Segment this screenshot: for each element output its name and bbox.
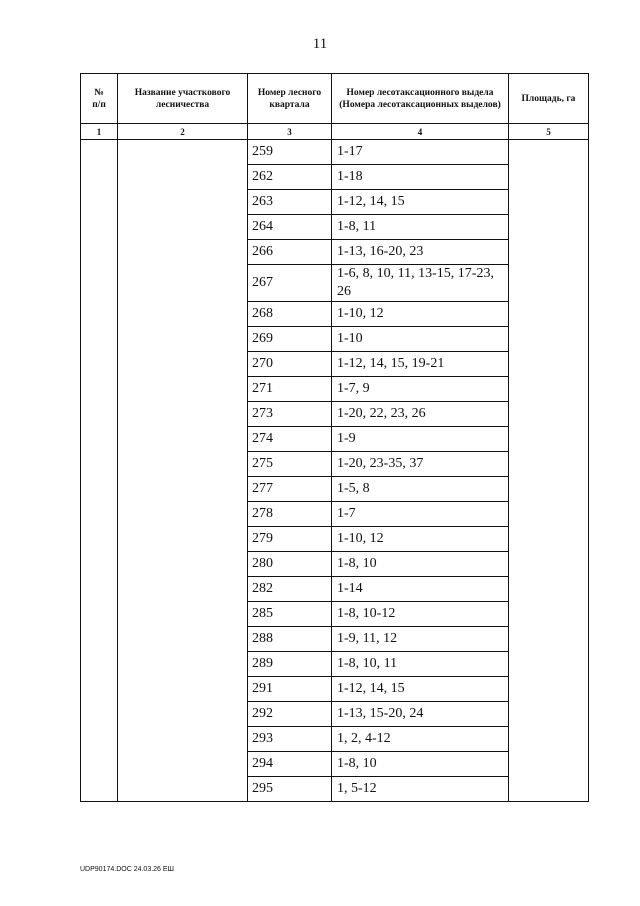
cell-plots: 1-8, 11 xyxy=(332,215,509,240)
cell-quarter: 275 xyxy=(248,452,332,477)
column-number-5: 5 xyxy=(509,124,589,140)
cell-quarter: 279 xyxy=(248,527,332,552)
cell-plots: 1-12, 14, 15 xyxy=(332,677,509,702)
cell-plots: 1-13, 15-20, 24 xyxy=(332,702,509,727)
cell-plots: 1-7 xyxy=(332,502,509,527)
cell-plots: 1-20, 23-35, 37 xyxy=(332,452,509,477)
cell-quarter: 288 xyxy=(248,627,332,652)
cell-quarter: 273 xyxy=(248,402,332,427)
cell-plots: 1-9 xyxy=(332,427,509,452)
header-plot-numbers: Номер лесотаксационного выдела (Номера лесотаксационных выделов) xyxy=(332,74,509,124)
header-number: № п/п xyxy=(81,74,118,124)
header-area: Площадь, га xyxy=(509,74,589,124)
cell-plots: 1, 2, 4-12 xyxy=(332,727,509,752)
header-forestry-name: Название участкового лесничества xyxy=(118,74,248,124)
cell-number-empty xyxy=(81,140,118,802)
cell-plots: 1-9, 11, 12 xyxy=(332,627,509,652)
cell-plots: 1-17 xyxy=(332,140,509,165)
cell-plots: 1-8, 10 xyxy=(332,752,509,777)
cell-quarter: 268 xyxy=(248,302,332,327)
column-number-4: 4 xyxy=(332,124,509,140)
cell-plots: 1-20, 22, 23, 26 xyxy=(332,402,509,427)
cell-forestry-empty xyxy=(118,140,248,802)
cell-area-empty xyxy=(509,140,589,802)
cell-quarter: 262 xyxy=(248,165,332,190)
cell-quarter: 285 xyxy=(248,602,332,627)
column-number-3: 3 xyxy=(248,124,332,140)
column-number-1: 1 xyxy=(81,124,118,140)
cell-quarter: 295 xyxy=(248,777,332,802)
cell-plots: 1-10, 12 xyxy=(332,527,509,552)
forest-plots-table xyxy=(80,73,589,802)
cell-quarter: 289 xyxy=(248,652,332,677)
cell-plots: 1-8, 10, 11 xyxy=(332,652,509,677)
cell-quarter: 267 xyxy=(248,265,332,302)
cell-quarter: 266 xyxy=(248,240,332,265)
cell-plots: 1-12, 14, 15, 19-21 xyxy=(332,352,509,377)
cell-quarter: 291 xyxy=(248,677,332,702)
table-row xyxy=(81,140,589,165)
column-number-2: 2 xyxy=(118,124,248,140)
cell-plots: 1-18 xyxy=(332,165,509,190)
cell-quarter: 278 xyxy=(248,502,332,527)
cell-quarter: 274 xyxy=(248,427,332,452)
cell-quarter: 270 xyxy=(248,352,332,377)
cell-quarter: 264 xyxy=(248,215,332,240)
cell-plots: 1-12, 14, 15 xyxy=(332,190,509,215)
page-number: 11 xyxy=(312,36,328,52)
cell-plots: 1-6, 8, 10, 11, 13-15, 17-23, 26 xyxy=(332,265,509,302)
cell-quarter: 282 xyxy=(248,577,332,602)
cell-quarter: 293 xyxy=(248,727,332,752)
cell-plots: 1-10, 12 xyxy=(332,302,509,327)
cell-quarter: 294 xyxy=(248,752,332,777)
cell-plots: 1-8, 10 xyxy=(332,552,509,577)
cell-quarter: 280 xyxy=(248,552,332,577)
cell-plots: 1-10 xyxy=(332,327,509,352)
cell-plots: 1-8, 10-12 xyxy=(332,602,509,627)
cell-quarter: 259 xyxy=(248,140,332,165)
cell-plots: 1-14 xyxy=(332,577,509,602)
cell-quarter: 271 xyxy=(248,377,332,402)
cell-quarter: 292 xyxy=(248,702,332,727)
document-footer: UDP90174.DOC 24.03.26 ЕШ xyxy=(80,866,174,873)
cell-plots: 1-13, 16-20, 23 xyxy=(332,240,509,265)
cell-quarter: 263 xyxy=(248,190,332,215)
cell-plots: 1, 5-12 xyxy=(332,777,509,802)
cell-plots: 1-5, 8 xyxy=(332,477,509,502)
cell-quarter: 277 xyxy=(248,477,332,502)
header-quarter-number: Номер лесного квартала xyxy=(248,74,332,124)
cell-quarter: 269 xyxy=(248,327,332,352)
cell-plots: 1-7, 9 xyxy=(332,377,509,402)
